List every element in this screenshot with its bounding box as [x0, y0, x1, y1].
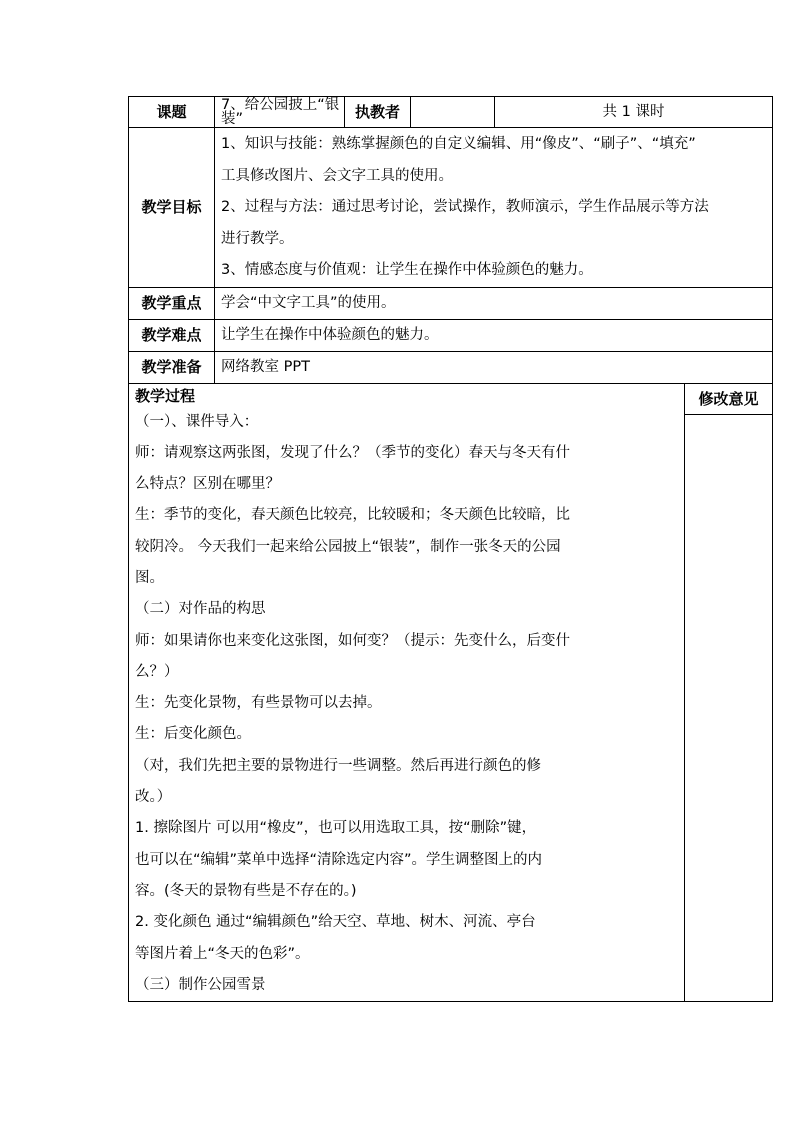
topic-label: 课题	[129, 97, 215, 128]
lesson-plan-table	[128, 96, 773, 1002]
goal-line: 2、过程与方法：通过思考讨论，尝试操作，教师演示，学生作品展示等方法	[221, 199, 709, 215]
goal-line: 1、知识与技能：熟练掌握颜色的自定义编辑、用“像皮”、“刷子”、“填充”	[221, 136, 696, 152]
process-line: 生：先变化景物，有些景物可以去掉。	[135, 695, 382, 712]
process-line: 生：季节的变化，春天颜色比较亮，比较暖和；冬天颜色比较暗，比	[135, 507, 570, 524]
difficulty-row	[129, 319, 773, 351]
revise-label: 修改意见	[685, 384, 772, 415]
process-line: （二）对作品的构思	[135, 601, 266, 618]
process-line: 么？）	[135, 663, 179, 680]
header-row	[129, 97, 773, 128]
difficulty-value: 让学生在操作中体验颜色的魅力。	[215, 319, 773, 351]
preparation-label: 教学准备	[129, 351, 215, 383]
teacher-label: 执教者	[345, 97, 411, 128]
process-line: 1. 擦除图片 可以用“橡皮”，也可以用选取工具，按“删除”键，	[135, 820, 537, 837]
goal-line: 工具修改图片、会文字工具的使用。	[221, 167, 453, 184]
process-line: （对，我们先把主要的景物进行一些调整。然后再进行颜色的修	[135, 757, 541, 774]
process-line: 也可以在“编辑”菜单中选择“清除选定内容”。学生调整图上的内	[135, 851, 543, 868]
class-hours: 共 1 课时	[495, 97, 773, 128]
process-line: 师：如果请你也来变化这张图，如何变？（提示：先变什么，后变什	[135, 632, 570, 649]
preparation-value: 网络教室 PPT	[215, 351, 773, 383]
process-line: （三）制作公园雪景	[135, 976, 266, 993]
process-content	[129, 383, 685, 1002]
process-row	[129, 383, 773, 1002]
goals-label: 教学目标	[129, 128, 215, 288]
preparation-row	[129, 351, 773, 383]
process-line: 改。）	[135, 789, 172, 806]
process-line: 等图片着上“冬天的色彩”。	[135, 945, 310, 962]
goals-row	[129, 128, 773, 288]
key-point-value: 学会“中文字工具”的使用。	[215, 287, 773, 319]
teacher-value	[411, 97, 495, 128]
process-line: （一）、课件导入：	[135, 413, 259, 430]
goals-content	[215, 128, 773, 288]
process-title: 教学过程	[135, 386, 196, 405]
process-line: 么特点？区别在哪里？	[135, 476, 280, 493]
key-point-row	[129, 287, 773, 319]
topic-value: 7、给公园披上“银装”	[215, 97, 345, 128]
key-point-label: 教学重点	[129, 287, 215, 319]
difficulty-label: 教学难点	[129, 319, 215, 351]
goal-line: 进行教学。	[221, 230, 294, 247]
revise-column	[685, 383, 773, 1002]
process-line: 容。(冬天的景物有些是不存在的。)	[135, 882, 357, 899]
process-line: 较阴冷。 今天我们一起来给公园披上“银装”，制作一张冬天的公园	[135, 538, 561, 555]
goal-line: 3、情感态度与价值观：让学生在操作中体验颜色的魅力。	[221, 262, 593, 278]
process-line: 2. 变化颜色 通过“编辑颜色”给天空、草地、树木、河流、亭台	[135, 914, 536, 931]
process-line: 生：后变化颜色。	[135, 726, 251, 743]
process-line: 师：请观察这两张图，发现了什么？（季节的变化）春天与冬天有什	[135, 444, 570, 461]
process-line: 图。	[135, 569, 164, 586]
